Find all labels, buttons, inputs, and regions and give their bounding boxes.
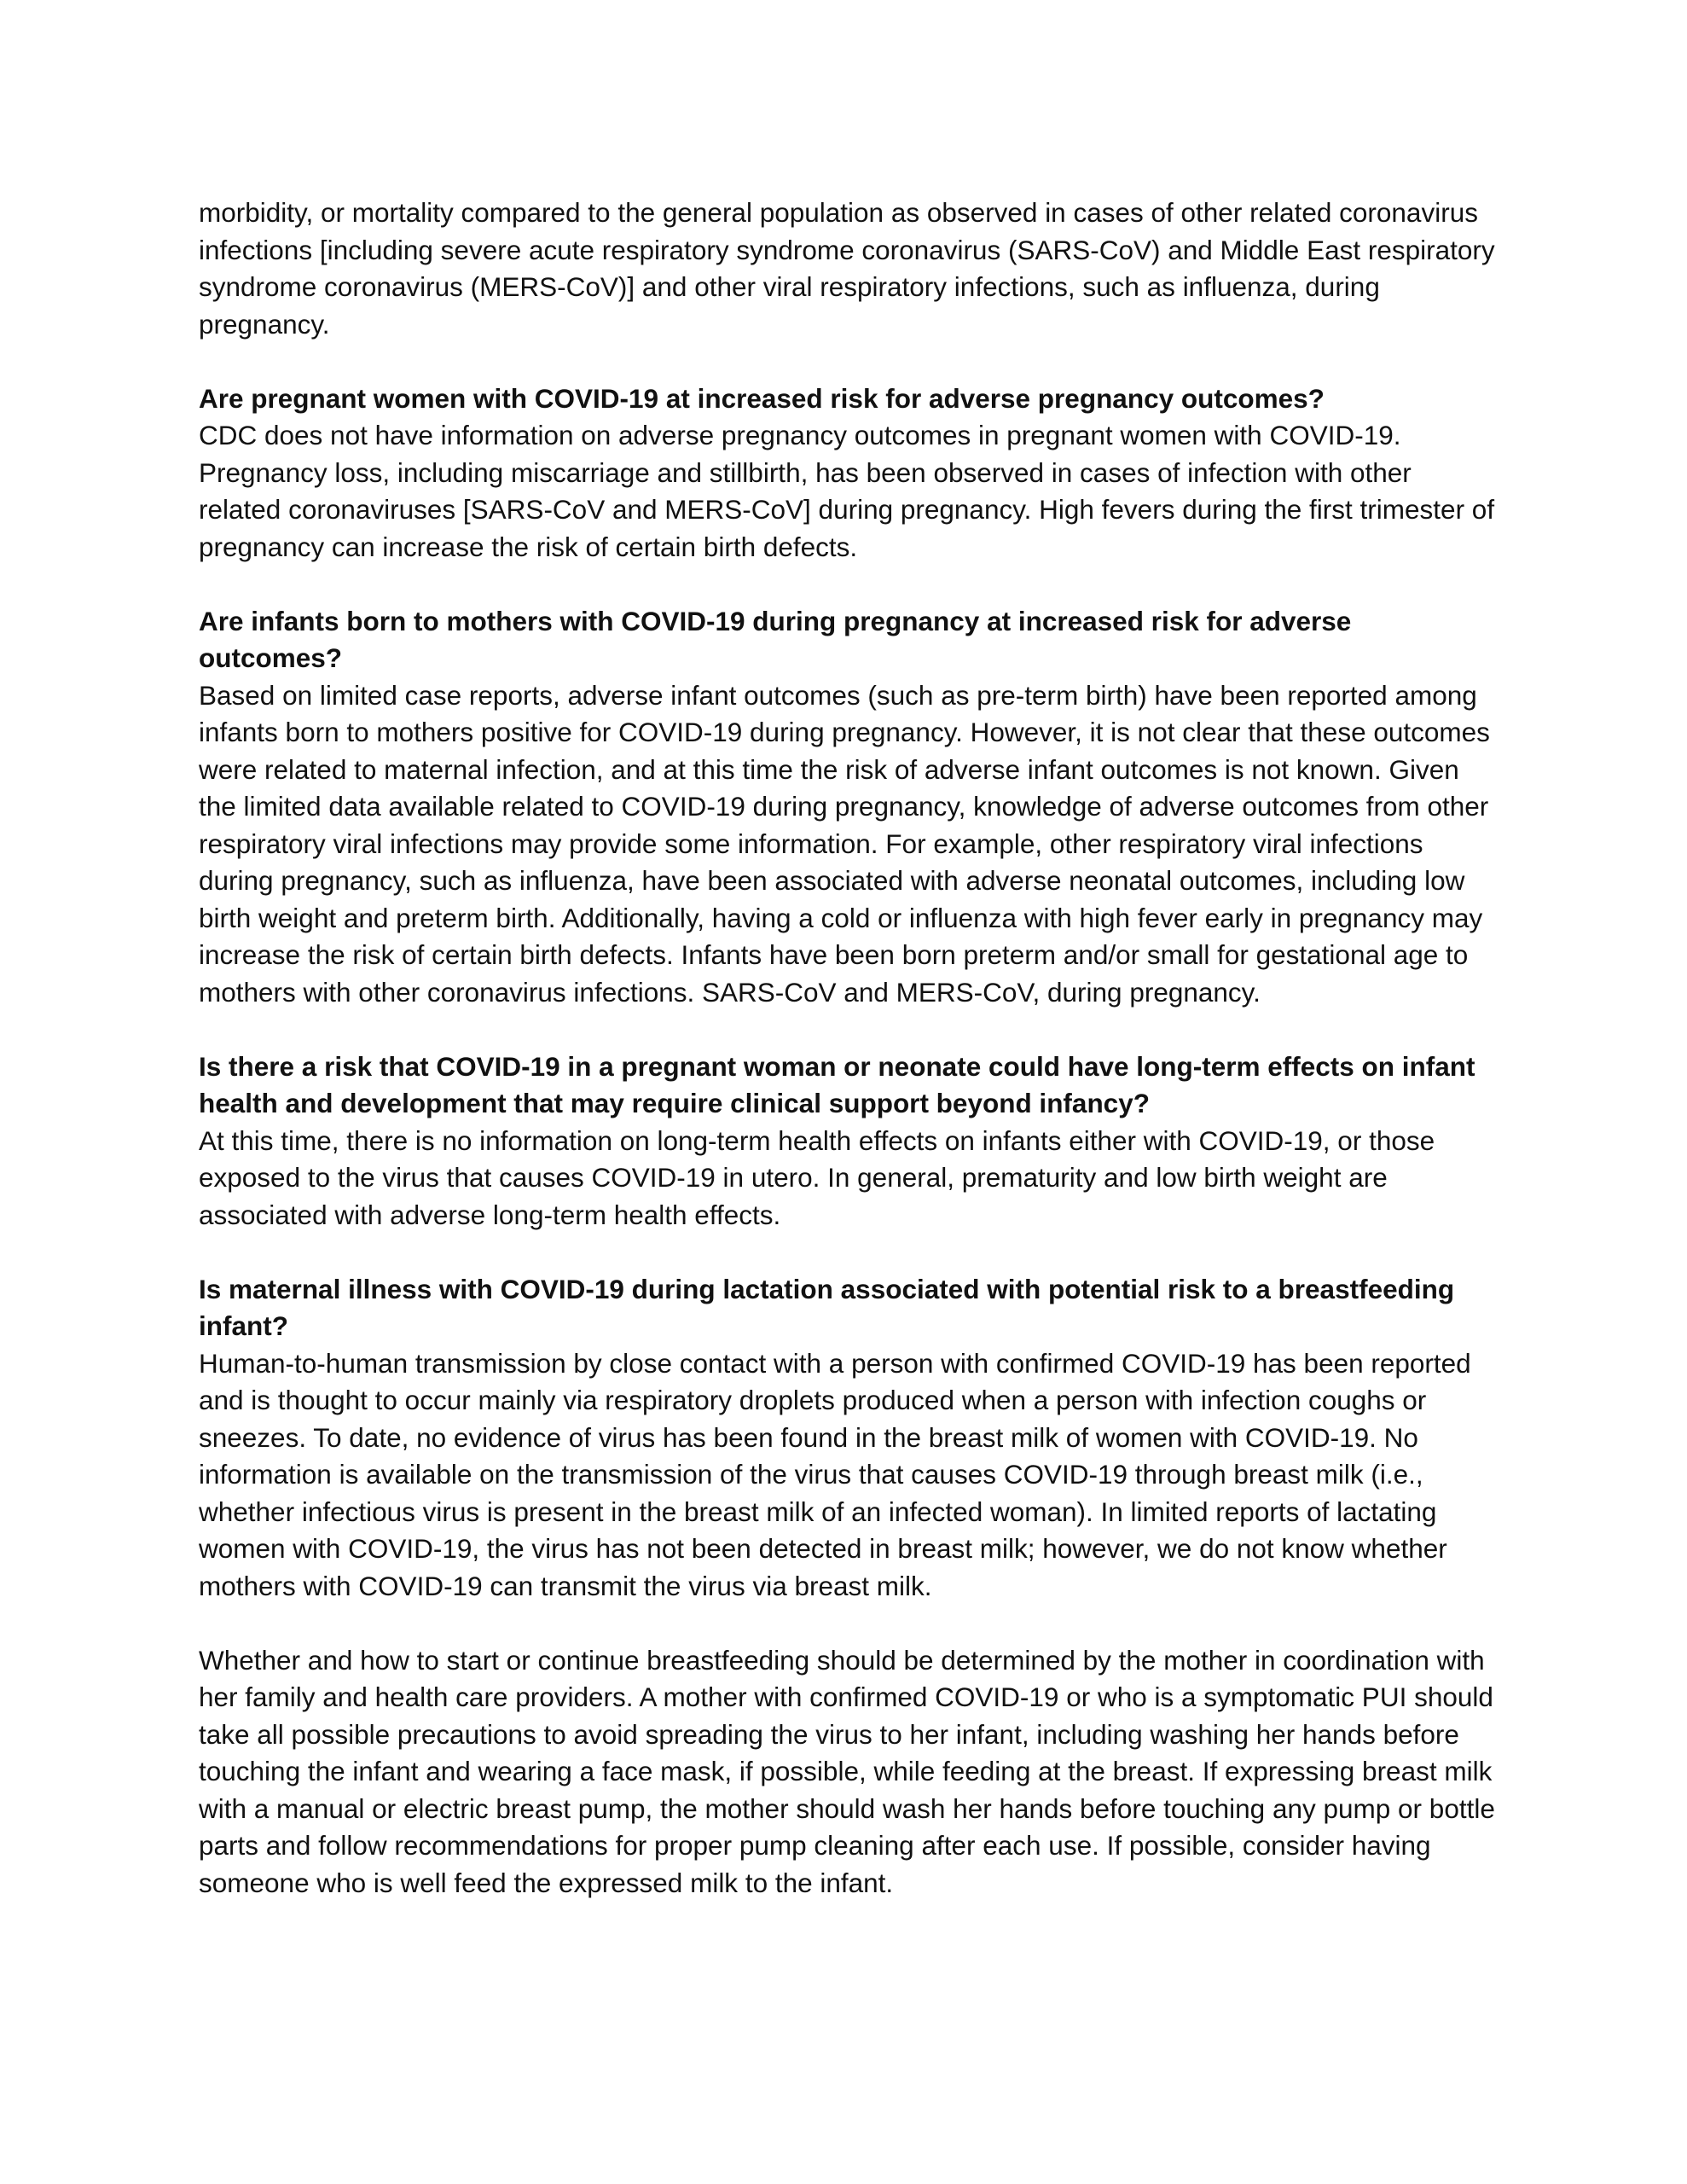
section-question: Are pregnant women with COVID-19 at increased risk for adverse pregnancy outcomes? xyxy=(199,382,1325,414)
section-answer: Human-to-human transmission by close contact with a person with confirmed COVID-19 has been reported and is thought to occur mainly via respiratory droplets produced when a person with infection coughs or sneezes. To date, no evidence of virus has been found in the breast milk of women with COVID-19. No information is available on the transmission of the virus that causes COVID-19 through breast milk (i.e., whether infectious virus is present in the breast milk of an infected woman). In limited reports of lactating women with COVID-19, the virus has not been detected in breast milk; however, we do not know whether mothers with COVID-19 can transmit the virus via breast milk. xyxy=(199,1347,1471,1601)
section-answer: Based on limited case reports, adverse infant outcomes (such as pre-term birth) have been reported among infants born to mothers positive for COVID-19 during pregnancy. However, it is not clear that these outcomes were related to maternal infection, and at this time the risk of adverse infant outcomes is not known. Given the limited data available related to COVID-19 during pregnancy, knowledge of adverse outcomes from other respiratory viral infections may provide some information. For example, other respiratory viral infections during pregnancy, such as influenza, have been associated with adverse neonatal outcomes, including low birth weight and preterm birth. Additionally, having a cold or influenza with high fever early in pregnancy may increase the risk of certain birth defects. Infants have been born preterm and/or small for gestational age to mothers with other coronavirus infections. SARS-CoV and MERS-CoV, during pregnancy. xyxy=(199,679,1490,1008)
section-question: Are infants born to mothers with COVID-19 during pregnancy at increased risk for adverse outcomes? xyxy=(199,605,1352,673)
section-lactation-risk xyxy=(199,1271,1495,1606)
section-answer: CDC does not have information on adverse pregnancy outcomes in pregnant women with COVID-19. Pregnancy loss, including miscarriage and stillbirth, has been observed in cases of infection with other related coronaviruses [SARS-CoV and MERS-CoV] during pregnancy. High fevers during the first trimester of pregnancy can increase the risk of certain birth defects. xyxy=(199,420,1495,562)
section-question: Is there a risk that COVID-19 in a pregnant woman or neonate could have long-term effects on infant health and development that may require clinical support beyond infancy? xyxy=(199,1050,1475,1118)
section-question: Is maternal illness with COVID-19 during lactation associated with potential risk to a breastfeeding infant? xyxy=(199,1273,1455,1341)
section-answer: At this time, there is no information on long-term health effects on infants either with COVID-19, or those exposed to the virus that causes COVID-19 in utero. In general, prematurity and low birth weight are associated with adverse long-term health effects. xyxy=(199,1124,1435,1230)
section-long-term-effects xyxy=(199,1048,1495,1234)
intro-paragraph: morbidity, or mortality compared to the general population as observed in cases of other related coronavirus infections [including severe acute respiratory syndrome coronavirus (SARS-CoV) and Middle East respiratory syndrome coronavirus (MERS-CoV)] and other viral respiratory infections, such as influenza, during pregnancy. xyxy=(199,197,1495,340)
section-infant-outcomes xyxy=(199,603,1495,1012)
section-pregnancy-outcomes xyxy=(199,380,1495,566)
closing-paragraph: Whether and how to start or continue breastfeeding should be determined by the mother in coordination with her family and health care providers. A mother with confirmed COVID-19 or who is a symptomatic PUI should take all possible precautions to avoid spreading the virus to her infant, including washing her hands before touching the infant and wearing a face mask, if possible, while feeding at the breast. If expressing breast milk with a manual or electric breast pump, the mother should wash her hands before touching any pump or bottle parts and follow recommendations for proper pump cleaning after each use. If possible, consider having someone who is well feed the expressed milk to the infant. xyxy=(199,1644,1495,1898)
document-page xyxy=(199,195,1495,1902)
